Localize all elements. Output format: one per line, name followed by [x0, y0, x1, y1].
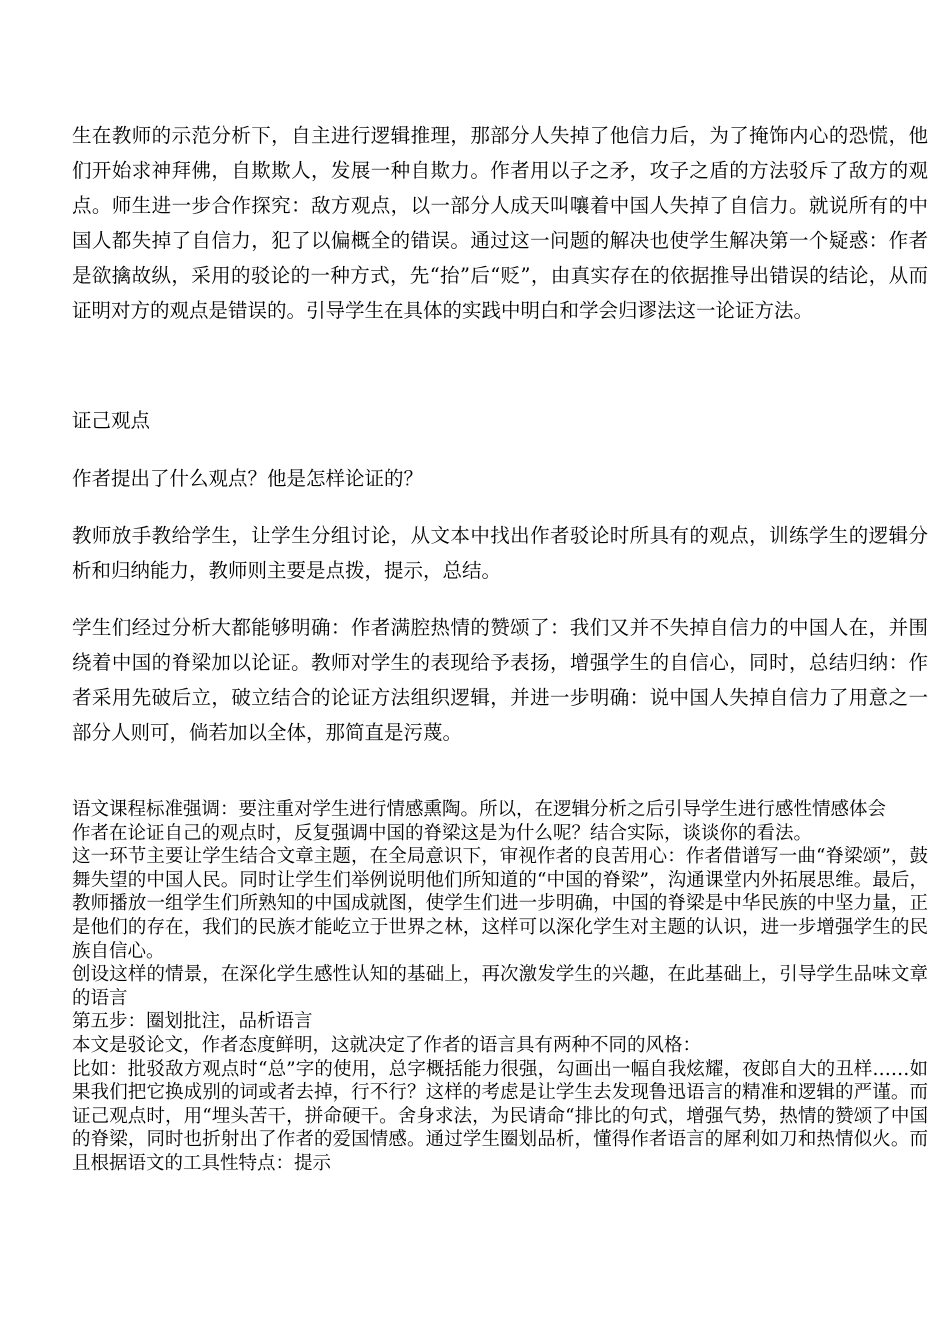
paragraph-reductio-analysis: 生在教师的示范分析下，自主进行逻辑推理，那部分人失掉了他信力后，为了掩饰内心的恐慌，他们开始求神拜佛，自欺欺人，发展一种自欺力。作者用以子之矛，攻子之盾的方法驳斥了敌方的观点。师生进一步合作探究：敌方观点，以一部分人成天叫嚷着中国人失掉了自信力。就说所有的中国人都失掉了自信力，犯了以偏概全的错误。通过这一问题的解决也使学生解决第一个疑惑：作者是欲擒故纵，采用的驳论的一种方式，先“抬”后“贬”，由真实存在的依据推导出错误的结论，从而证明对方的观点是错误的。引导学生在具体的实践中明白和学会归谬法这一论证方法。 [72, 124, 928, 322]
paragraph-language-examples: 比如：批驳敌方观点时“总”字的使用，总字概括能力很强，勾画出一幅自我炫耀，夜郎自大的丑样……如果我们把它换成别的词或者去掉，行不行？这样的考虑是让学生去发现鲁迅语言的精准和逻辑的严谨。而证己观点时，用“埋头苦干，拼命硬干。舍身求法，为民请命“排比的句式，增强气势，热情的赞颂了中国的脊梁，同时也折射出了作者的爱国情感。通过学生圈划品析，懂得作者语言的犀利如刀和热情似火。而且根据语文的工具性特点：提示 [72, 1058, 928, 1174]
paragraph-language-styles: 本文是驳论文，作者态度鲜明，这就决定了作者的语言具有两种不同的风格： [72, 1034, 702, 1056]
paragraph-scenario-design: 创设这样的情景，在深化学生感性认知的基础上，再次激发学生的兴趣，在此基础上，引导学生品味文章的语言 [72, 964, 928, 1009]
paragraph-backbone-discussion: 这一环节主要让学生结合文章主题，在全局意识下，审视作者的良苦用心：作者借谱写一曲“脊梁颂”，鼓舞失望的中国人民。同时让学生们举例说明他们所知道的“中国的脊梁”，沟通课堂内外拓展思维。最后，教师播放一组学生们所熟知的中国成就图，使学生们进一步明确，中国的脊梁是中华民族的中坚力量，正是他们的存在，我们的民族才能屹立于世界之林，这样可以深化学生对主题的认识，进一步增强学生的民族自信心。 [72, 846, 928, 962]
paragraph-teacher-guidance: 教师放手教给学生，让学生分组讨论，从文本中找出作者驳论时所具有的观点，训练学生的逻辑分析和归纳能力，教师则主要是点拨，提示，总结。 [72, 524, 928, 582]
heading-prove-own-view: 证己观点 [72, 409, 151, 432]
paragraph-curriculum-standard: 语文课程标准强调：要注重对学生进行情感熏陶。所以，在逻辑分析之后引导学生进行感性情感体会 [72, 799, 887, 820]
paragraph-student-analysis: 学生们经过分析大都能够明确：作者满腔热情的赞颂了：我们又并不失掉自信力的中国人在，并围绕着中国的脊梁加以论证。教师对学生的表现给予表扬，增强学生的自信心，同时，总结归纳：作者采用先破后立，破立结合的论证方法组织逻辑，并进一步明确：说中国人失掉自信力了用意之一部分人则可，倘若加以全体，那简直是污蔑。 [72, 616, 928, 744]
step-five-heading: 第五步：圈划批注，品析语言 [72, 1011, 313, 1033]
question-author-view: 作者提出了什么观点？他是怎样论证的？ [72, 467, 424, 490]
paragraph-backbone-question: 作者在论证自己的观点时，反复强调中国的脊梁这是为什么呢？结合实际，谈谈你的看法。 [72, 822, 813, 844]
dense-text-block [72, 798, 928, 1176]
